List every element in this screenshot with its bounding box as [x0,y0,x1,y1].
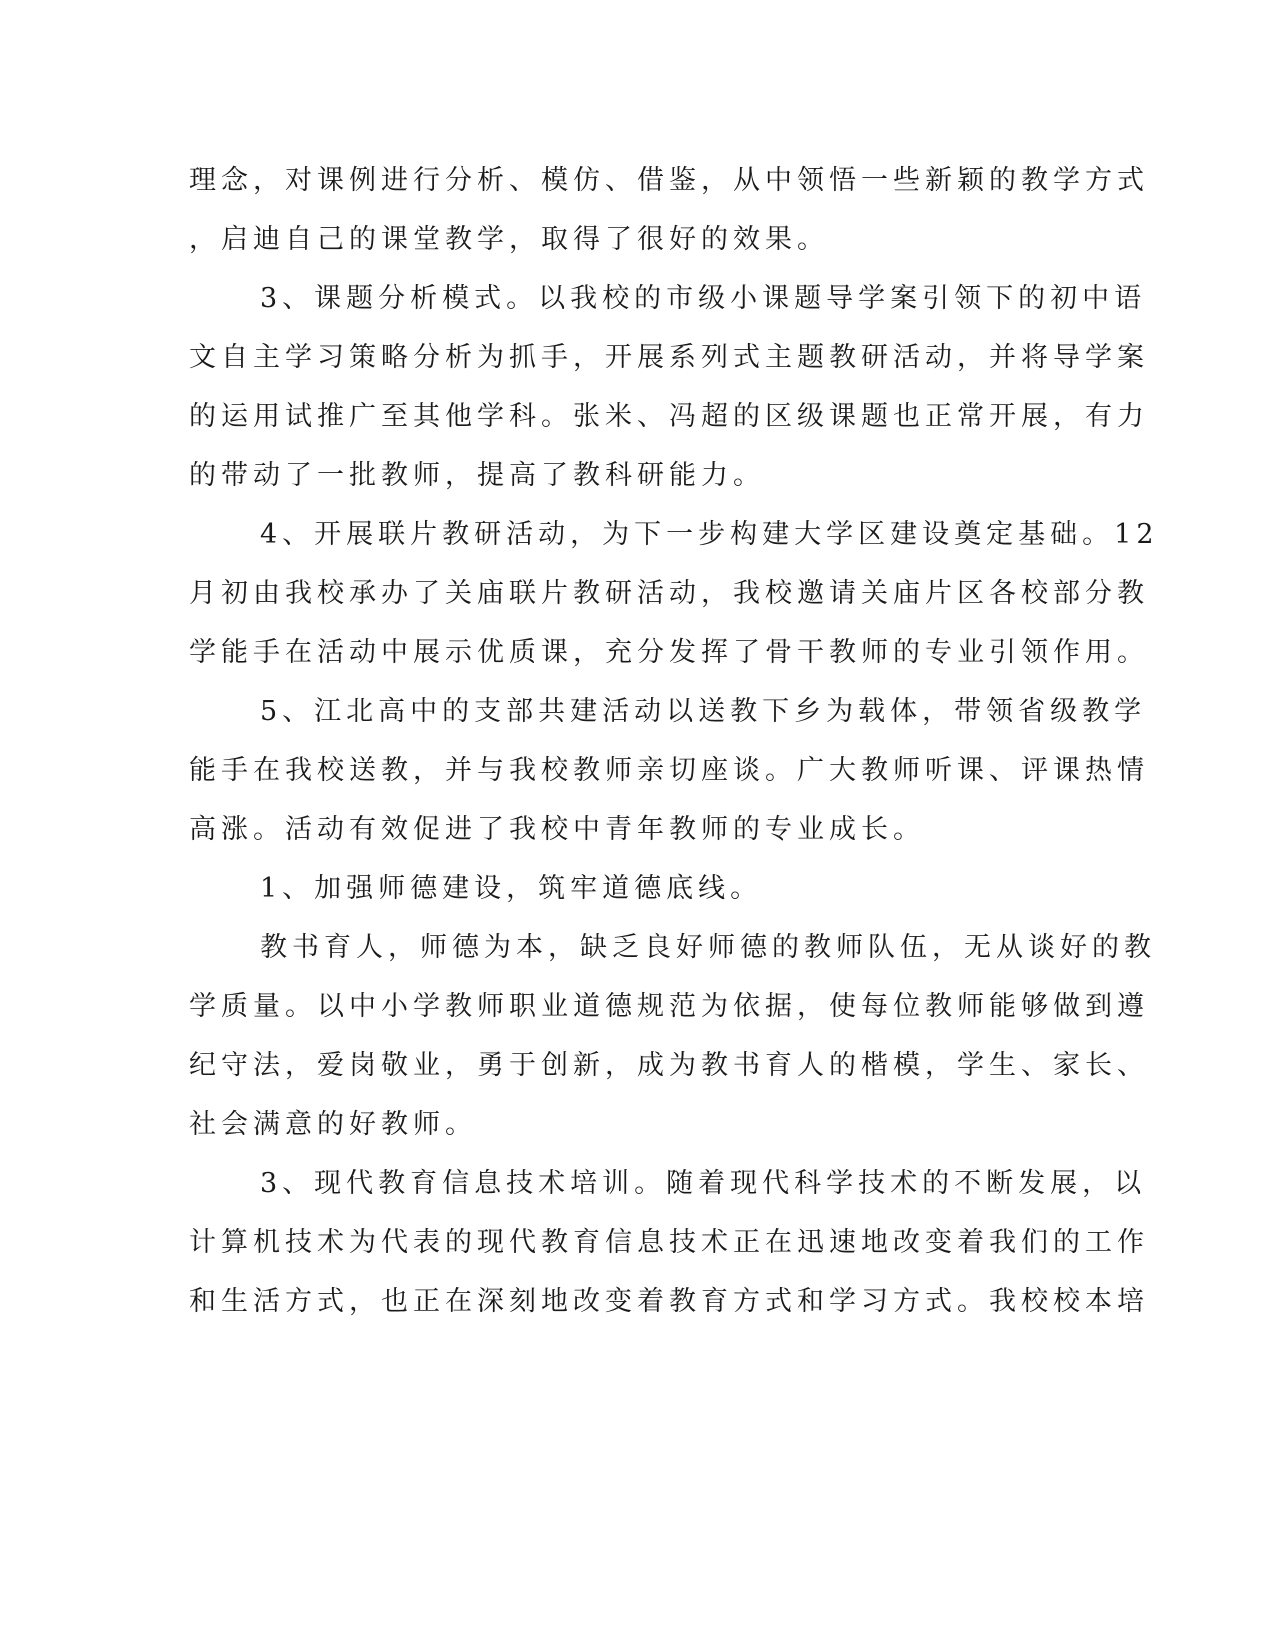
text-line: 能手在我校送教，并与我校教师亲切座谈。广大教师听课、评课热情 [189,755,1149,786]
text-line: 计算机技术为代表的现代教育信息技术正在迅速地改变着我们的工作 [189,1227,1149,1258]
text-line: 学质量。以中小学教师职业道德规范为依据，使每位教师能够做到遵 [189,991,1149,1022]
text-line: 的运用试推广至其他学科。张米、冯超的区级课题也正常开展，有力 [189,401,1149,432]
text-line: 纪守法，爱岗敬业，勇于创新，成为教书育人的楷模，学生、家长、 [189,1050,1149,1081]
text-line: 教书育人，师德为本，缺乏良好师德的教师队伍，无从谈好的教 [260,932,1156,963]
text-line: 月初由我校承办了关庙联片教研活动，我校邀请关庙片区各校部分教 [189,578,1149,609]
text-line: 文自主学习策略分析为抓手，开展系列式主题教研活动，并将导学案 [189,342,1149,373]
text-line: 3、课题分析模式。以我校的市级小课题导学案引领下的初中语 [260,283,1147,314]
text-line: 学能手在活动中展示优质课，充分发挥了骨干教师的专业引领作用。 [189,637,1149,668]
text-line: 5、江北高中的支部共建活动以送教下乡为载体，带领省级教学 [260,696,1147,727]
text-line: ，启迪自己的课堂教学，取得了很好的效果。 [189,224,829,255]
text-line: 理念，对课例进行分析、模仿、借鉴，从中领悟一些新颖的教学方式 [189,165,1149,196]
text-line: 的带动了一批教师，提高了教科研能力。 [189,460,765,491]
text-line: 1、加强师德建设，筑牢道德底线。 [260,873,763,904]
text-line: 4、开展联片教研活动，为下一步构建大学区建设奠定基础。12 [260,519,1159,550]
text-line: 3、现代教育信息技术培训。随着现代科学技术的不断发展，以 [260,1168,1147,1199]
text-line: 和生活方式，也正在深刻地改变着教育方式和学习方式。我校校本培 [189,1286,1149,1317]
text-line: 社会满意的好教师。 [189,1109,477,1140]
text-line: 高涨。活动有效促进了我校中青年教师的专业成长。 [189,814,925,845]
